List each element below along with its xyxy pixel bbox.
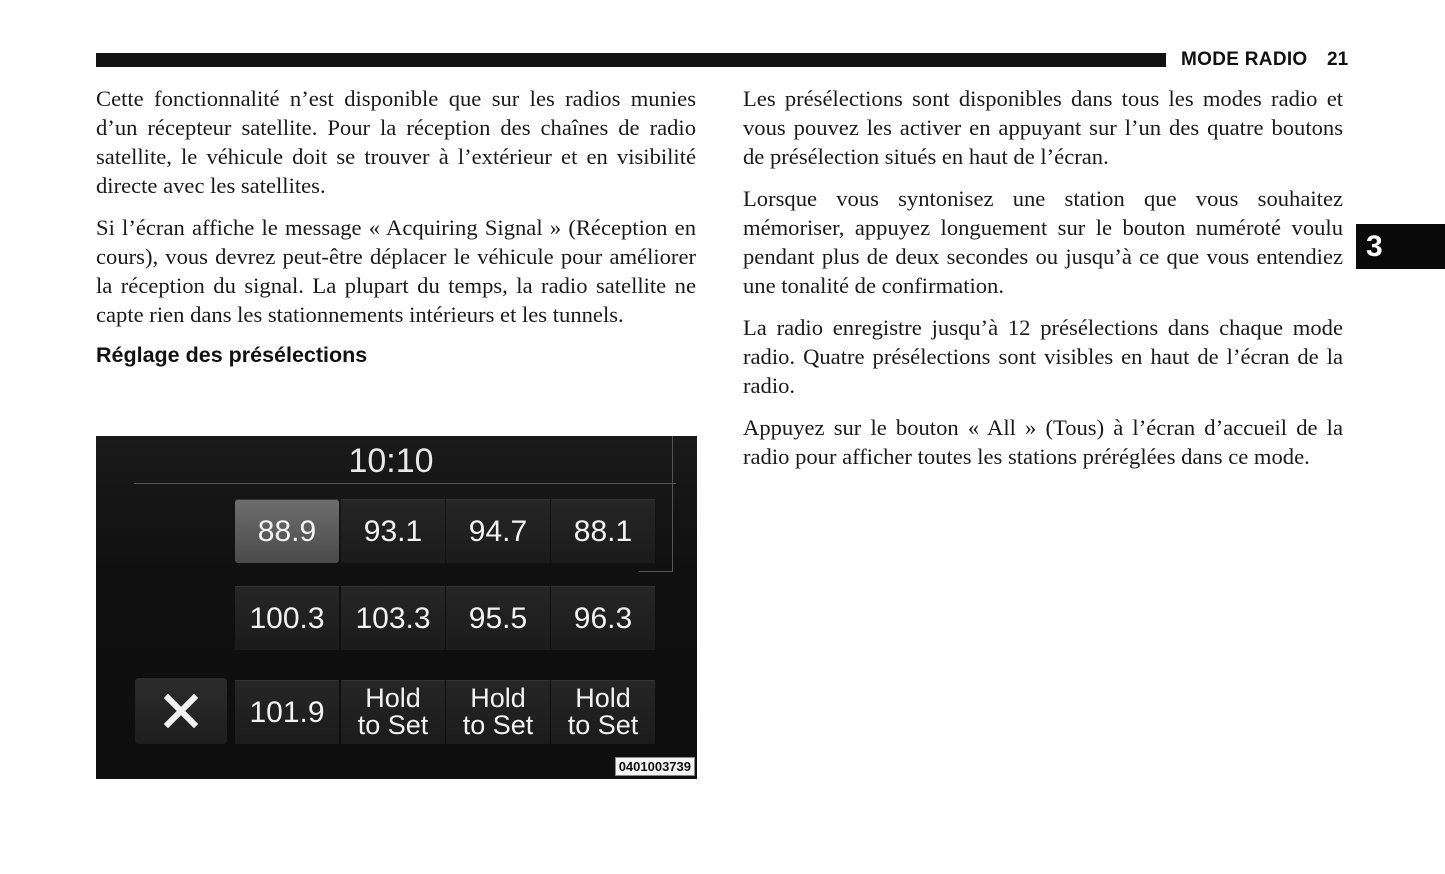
preset-button-10[interactable] — [341, 680, 445, 744]
page-number: 21 — [1327, 49, 1349, 70]
clock: 10:10 — [348, 442, 434, 480]
paragraph: Appuyez sur le bouton « All » (Tous) à l’écran d’accueil de la radio pour afficher toutes les stations préréglées dans ce mode. — [743, 415, 1343, 469]
chapter-tab — [1356, 224, 1445, 269]
right-column — [743, 84, 1343, 484]
figure-code: 0401003739 — [615, 757, 695, 776]
preset-button-9[interactable]: 101.9 — [235, 680, 339, 744]
paragraph: La radio enregistre jusqu’à 12 présélections dans chaque mode radio. Quatre présélections sont visibles en haut de l’écran de la radio. — [743, 315, 1343, 398]
preset-button-6[interactable]: 103.3 — [341, 586, 445, 650]
hold-label: Hold — [575, 683, 631, 713]
preset-button-8[interactable]: 96.3 — [551, 586, 655, 650]
preset-button-3[interactable]: 94.7 — [446, 499, 550, 563]
divider — [639, 571, 673, 572]
preset-button-5[interactable]: 100.3 — [235, 586, 339, 650]
preset-button-2[interactable]: 93.1 — [341, 499, 445, 563]
paragraph: Cette fonctionnalité n’est disponible que sur les radios munies d’un récepteur satellite. Pour la réception des chaînes de radio satellite, le véhicule doit se trouver à l’extérieur et en visibilité directe avec les satellites. — [96, 86, 696, 198]
preset-button-4[interactable]: 88.1 — [551, 499, 655, 563]
hold-label: to Set — [357, 710, 429, 740]
preset-button-7[interactable]: 95.5 — [446, 586, 550, 650]
left-column — [96, 84, 696, 368]
paragraph: Lorsque vous syntonisez une station que vous souhaitez mémoriser, appuyez longuement sur le bouton numéroté voulu pendant plus de deux secondes ou jusqu’à ce que vous entendiez une tonalité de confirmation. — [743, 186, 1343, 298]
chapter-number: 3 — [1366, 229, 1383, 263]
header-section-title: MODE RADIO — [1181, 49, 1308, 70]
hold-label: Hold — [470, 683, 526, 713]
preset-button-12[interactable] — [551, 680, 655, 744]
paragraph: Si l’écran affiche le message « Acquiring Signal » (Réception en cours), vous devrez peut-être déplacer le véhicule pour améliorer la réception du signal. La plupart du temps, la radio satellite ne capte rien dans les stationnements intérieurs et les tunnels. — [96, 215, 696, 327]
hold-label: to Set — [462, 710, 534, 740]
header-rule — [96, 53, 1166, 67]
paragraph: Les présélections sont disponibles dans tous les modes radio et vous pouvez les activer en appuyant sur l’un des quatre boutons de présélection situés en haut de l’écran. — [743, 86, 1343, 169]
divider — [134, 483, 676, 484]
close-x-icon — [164, 694, 198, 728]
hold-label: Hold — [365, 683, 421, 713]
close-button[interactable] — [135, 678, 227, 744]
preset-button-11[interactable] — [446, 680, 550, 744]
radio-screen-figure — [96, 436, 697, 779]
preset-button-1[interactable]: 88.9 — [235, 499, 339, 563]
section-heading: Réglage des présélections — [96, 343, 368, 367]
hold-label: to Set — [567, 710, 639, 740]
